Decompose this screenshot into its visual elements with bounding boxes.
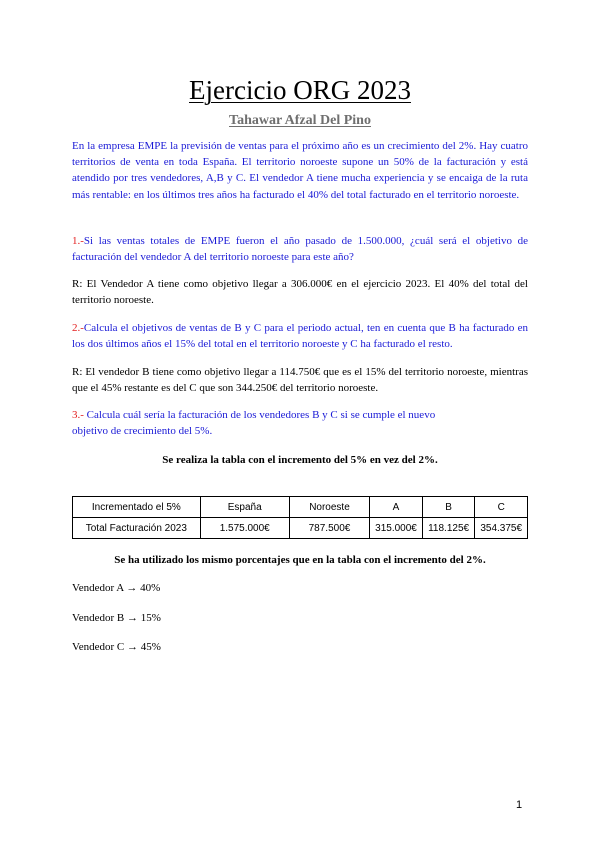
question-2 — [72, 320, 528, 352]
page-number: 1 — [516, 799, 523, 811]
question-1-text: Si las ventas totales de EMPE fueron el año pasado de 1.500.000, ¿cuál será el objetivo de facturación del vendedor A del territorio noroeste para este año? — [72, 235, 528, 264]
vendedor-a-line: Vendedor A → 40% — [72, 582, 161, 594]
table-cell: 118.125€ — [422, 518, 475, 539]
question-3-line-2: objetivo de crecimiento del 5%. — [72, 425, 213, 438]
table-header-cell: Incrementado el 5% — [73, 497, 201, 518]
question-3-number: 3.- — [72, 409, 84, 421]
question-2-text: Calcula el objetivos de ventas de B y C para el periodo actual, ten en cuenta que B ha facturado en los dos últimos años el 15% del total en el territorio noroeste y C ha facturado el resto. — [72, 322, 528, 351]
table-header-cell: A — [370, 497, 423, 518]
table-cell: Total Facturación 2023 — [73, 518, 201, 539]
table-header-row — [73, 497, 528, 518]
table-header-cell: C — [475, 497, 528, 518]
percentages-note: Se ha utilizado los mismo porcentajes que en la tabla con el incremento del 2%. — [114, 554, 486, 566]
table-cell: 1.575.000€ — [200, 518, 289, 539]
document-title: Ejercicio ORG 2023 — [189, 75, 411, 105]
intro-paragraph: En la empresa EMPE la previsión de ventas para el próximo año es un crecimiento del 2%. Hay cuatro territorios de venta en toda España. El territorio noroeste supone un 50% de la facturación y está atendido por tres vendedores, A,B y C. El vendedor A tiene mucha experiencia y se encaiga de la ruta más rentable: en los últimos tres años ha facturado el 40% del total facturado en el territorio noroeste. — [72, 140, 528, 201]
author-name: Tahawar Afzal Del Pino — [229, 113, 371, 128]
table-cell: 354.375€ — [475, 518, 528, 539]
table-cell: 315.000€ — [370, 518, 423, 539]
answer-2: R: El vendedor B tiene como objetivo llegar a 114.750€ que es el 15% del territorio noroeste, mientras que el 45% restante es del C que son 344.250€ del territorio noroeste. — [72, 366, 528, 395]
table-cell: 787.500€ — [289, 518, 369, 539]
table-row — [73, 518, 528, 539]
question-2-number: 2.- — [72, 322, 84, 334]
table-header-cell: Noroeste — [289, 497, 369, 518]
table-header-cell: España — [200, 497, 289, 518]
table-note: Se realiza la tabla con el incremento del 5% en vez del 2%. — [162, 454, 438, 466]
table-header-cell: B — [422, 497, 475, 518]
sales-table — [72, 496, 528, 539]
question-1-number: 1.- — [72, 235, 84, 247]
question-3 — [72, 407, 528, 439]
question-3-line-1: Calcula cuál sería la facturación de los vendedores B y C si se cumple el nuevo — [83, 409, 436, 421]
question-1 — [72, 233, 528, 265]
vendedor-c-line: Vendedor C → 45% — [72, 641, 161, 653]
answer-1: R: El Vendedor A tiene como objetivo llegar a 306.000€ en el ejercicio 2023. El 40% del total del territorio noroeste. — [72, 278, 528, 307]
vendedor-b-line: Vendedor B → 15% — [72, 612, 161, 624]
